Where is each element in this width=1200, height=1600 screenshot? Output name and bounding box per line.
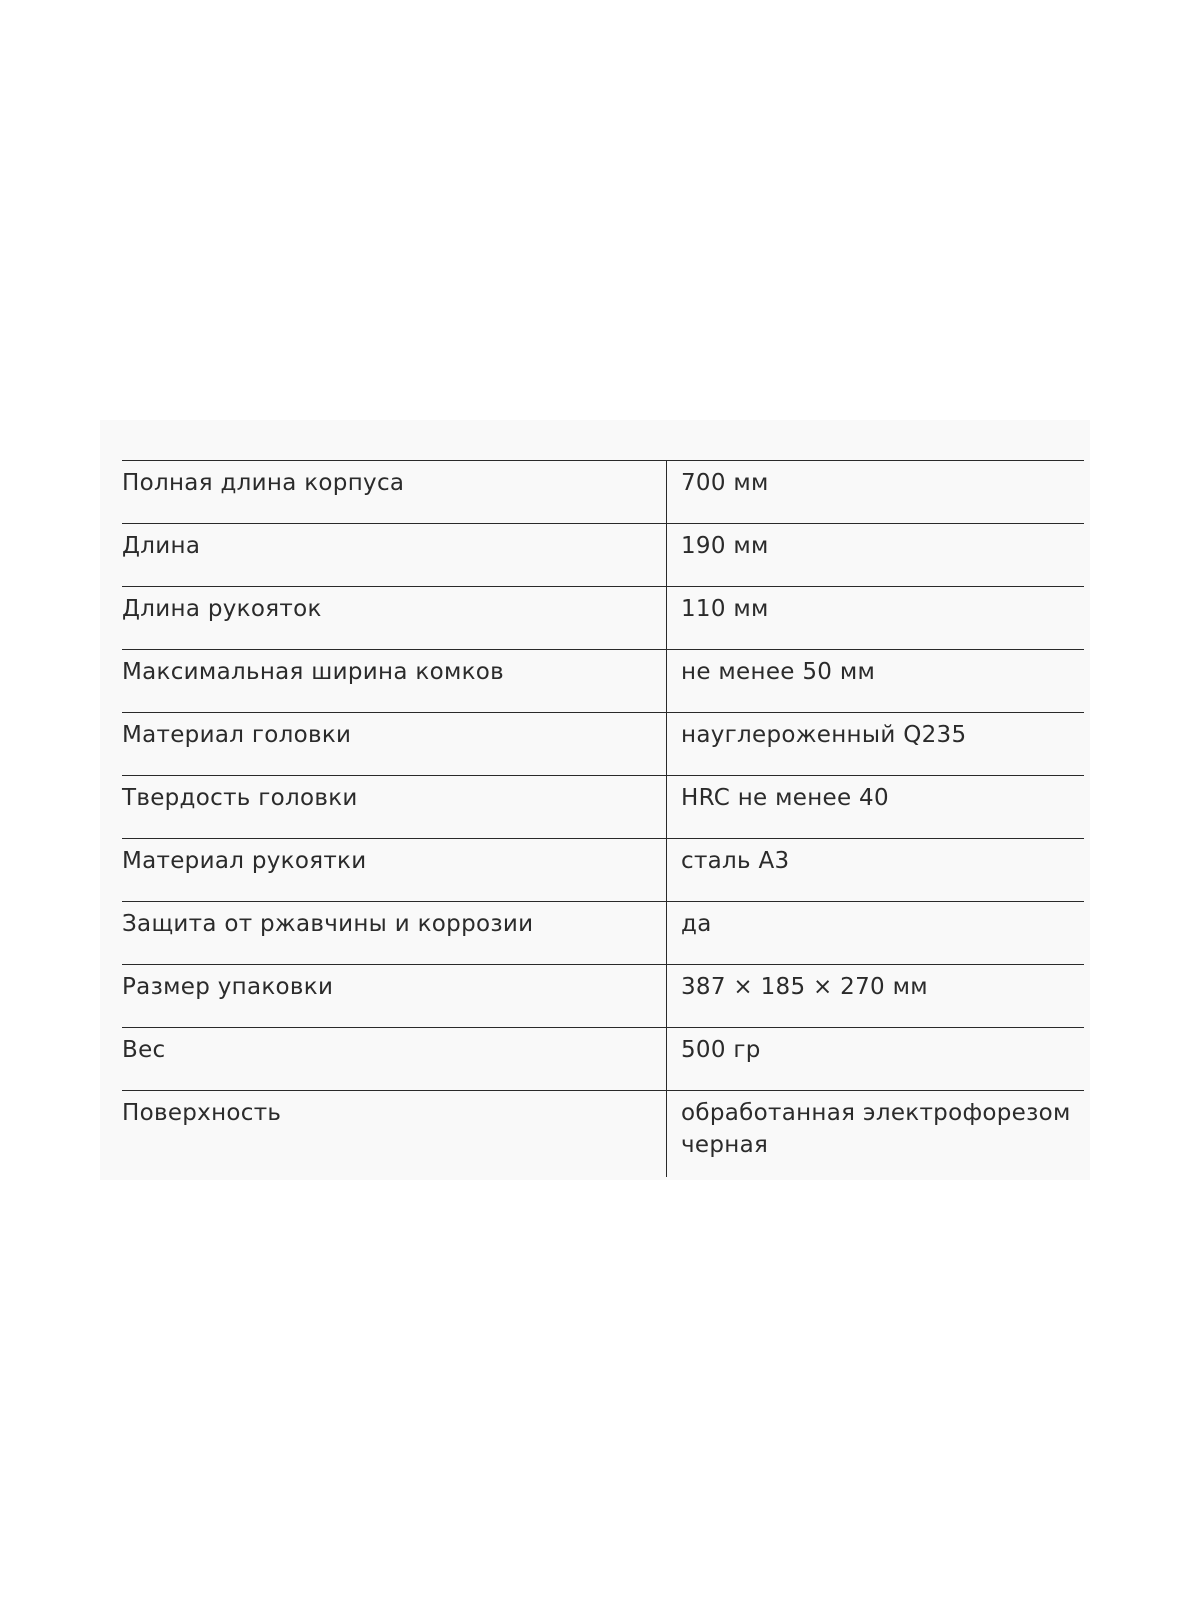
spec-value: сталь А3 (681, 848, 790, 874)
table-row (122, 1090, 1084, 1177)
spec-label: Размер упаковки (122, 965, 667, 1027)
spec-value: HRC не менее 40 (681, 785, 889, 811)
spec-label: Твердость головки (122, 776, 667, 838)
spec-value: 110 мм (681, 596, 769, 622)
spec-value: да (681, 911, 712, 937)
spec-value: 387 × 185 × 270 мм (681, 974, 928, 1000)
spec-value: 190 мм (681, 533, 769, 559)
spec-label: Максимальная ширина комков (122, 650, 667, 712)
spec-label: Защита от ржавчины и коррозии (122, 902, 667, 964)
spec-label: Материал рукоятки (122, 839, 667, 901)
spec-value: обработанная электрофорезом черная (681, 1100, 1071, 1158)
table-row (122, 460, 1084, 523)
table-row (122, 775, 1084, 838)
spec-label: Длина рукояток (122, 587, 667, 649)
table-row (122, 901, 1084, 964)
spec-value: 700 мм (681, 470, 769, 496)
table-row (122, 964, 1084, 1027)
spec-label: Вес (122, 1028, 667, 1090)
table-row (122, 523, 1084, 586)
spec-table (122, 460, 1084, 1177)
table-row (122, 838, 1084, 901)
spec-value: науглероженный Q235 (681, 722, 967, 748)
spec-label: Материал головки (122, 713, 667, 775)
table-row (122, 586, 1084, 649)
spec-value: не менее 50 мм (681, 659, 876, 685)
spec-label: Поверхность (122, 1091, 667, 1177)
spec-label: Длина (122, 524, 667, 586)
table-row (122, 712, 1084, 775)
spec-value: 500 гр (681, 1037, 761, 1063)
spec-label: Полная длина корпуса (122, 461, 667, 523)
table-row (122, 649, 1084, 712)
table-row (122, 1027, 1084, 1090)
